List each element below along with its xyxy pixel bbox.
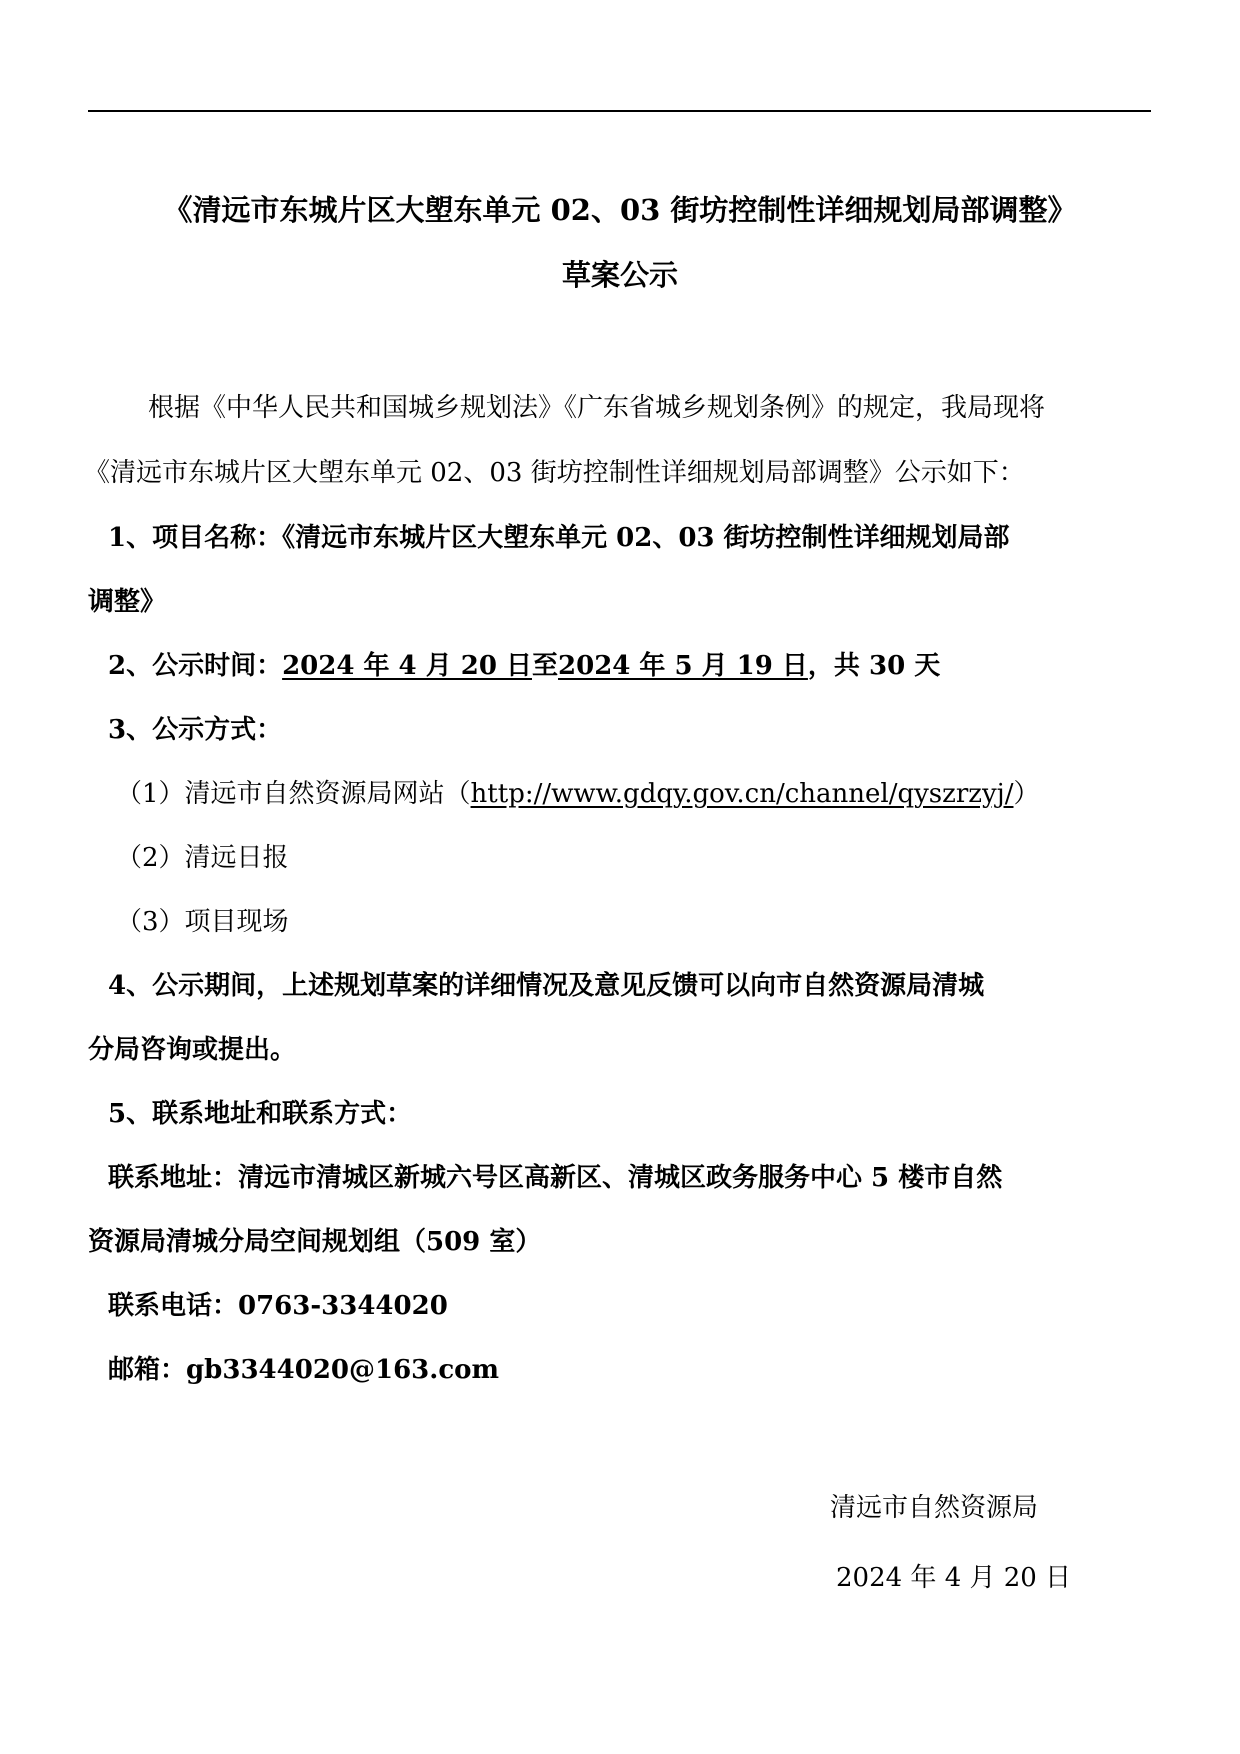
method-2: （2）清远日报 xyxy=(116,843,289,873)
item5-label: 5、联系地址和联系方式： xyxy=(108,1099,413,1129)
date-separator: 至 xyxy=(532,651,559,681)
header-rule xyxy=(88,110,1151,112)
contact-address-line-1: 联系地址：清远市清城区新城六号区高新区、清城区政务服务中心 5 楼市自然 xyxy=(108,1163,1003,1193)
item1-line-2: 调整》 xyxy=(88,587,167,617)
website-link[interactable]: http://www.gdqy.gov.cn/channel/qyszrzyj/ xyxy=(470,779,1014,809)
item4-line-1: 4、公示期间，上述规划草案的详细情况及意见反馈可以向市自然资源局清城 xyxy=(108,971,985,1001)
item2-label: 2、公示时间： xyxy=(108,651,283,681)
intro-line-1: 根据《中华人民共和国城乡规划法》《广东省城乡规划条例》的规定，我局现将 xyxy=(148,393,1046,423)
contact-address-line-2: 资源局清城分局空间规划组（509 室） xyxy=(88,1227,542,1257)
item2-publicity-period xyxy=(108,648,940,684)
start-date: 2024 年 4 月 20 日 xyxy=(282,651,532,681)
method-3: （3）项目现场 xyxy=(116,907,289,937)
item3-label: 3、公示方式： xyxy=(108,715,283,745)
signature-date: 2024 年 4 月 20 日 xyxy=(836,1563,1072,1593)
document-title: 《清远市东城片区大塱东单元 02、03 街坊控制性详细规划局部调整》 xyxy=(163,193,1077,227)
contact-email: 邮箱：gb3344020@163.com xyxy=(108,1355,500,1385)
method-1-prefix: （1）清远市自然资源局网站（ xyxy=(116,779,471,809)
signature-org: 清远市自然资源局 xyxy=(830,1493,1039,1523)
item4-line-2: 分局咨询或提出。 xyxy=(88,1035,297,1065)
method-1-suffix: ） xyxy=(1013,779,1040,809)
intro-line-2: 《清远市东城片区大塱东单元 02、03 街坊控制性详细规划局部调整》公示如下： xyxy=(84,458,1025,488)
method-1 xyxy=(116,776,1040,812)
document-subtitle: 草案公示 xyxy=(561,258,678,292)
contact-phone: 联系电话：0763-3344020 xyxy=(108,1291,448,1321)
end-date: 2024 年 5 月 19 日 xyxy=(558,651,808,681)
duration: ，共 30 天 xyxy=(807,651,941,681)
item1-line-1: 1、项目名称：《清远市东城片区大塱东单元 02、03 街坊控制性详细规划局部 xyxy=(108,523,1010,553)
